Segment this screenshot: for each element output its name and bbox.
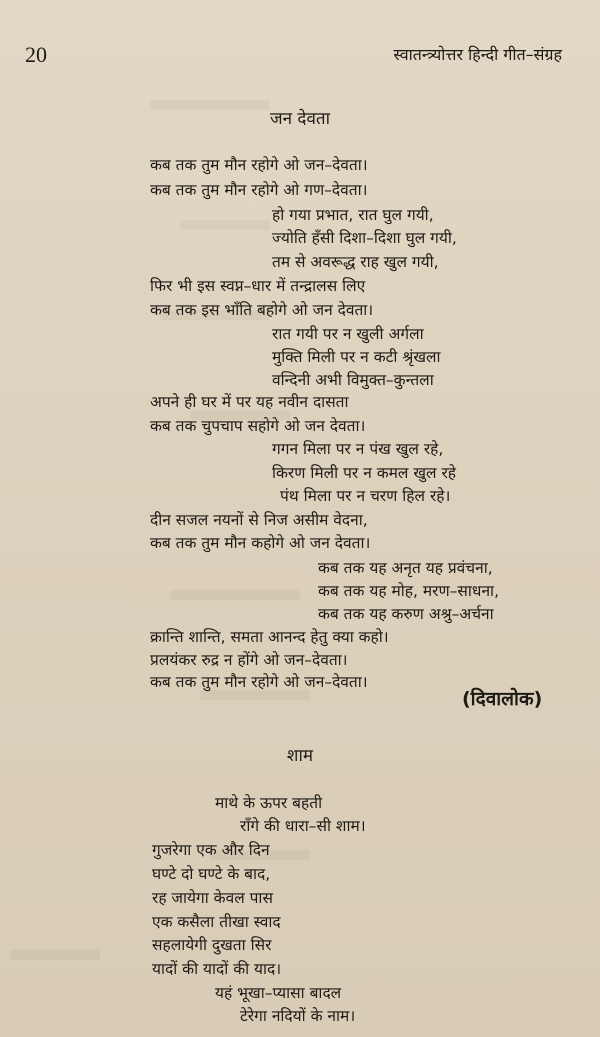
poem-line: यादों की यादों की याद। (152, 960, 282, 978)
poem-line: ज्योति हँसी दिशा–दिशा घुल गयी, (272, 229, 457, 247)
poem-line: किरण मिली पर न कमल खुल रहे (272, 464, 457, 482)
poem-line: गगन मिला पर न पंख खुल रहे, (272, 440, 444, 458)
poem-line: घण्टे दो घण्टे के बाद, (152, 865, 271, 883)
poem-line: दीन सजल नयनों से निज असीम वेदना, (150, 511, 368, 529)
poem-line: तम से अवरूद्ध राह खुल गयी, (272, 253, 439, 271)
poem-line: अपने ही घर में पर यह नवीन दासता (150, 393, 349, 411)
poem-line: फिर भी इस स्वप्न–धार में तन्द्रालस लिए (150, 277, 366, 295)
poem-title: जन देवता (269, 109, 331, 129)
poem-line: हो गया प्रभात, रात घुल गयी, (272, 206, 434, 224)
poem-line: वन्दिनी अभी विमुक्त–कुन्तला (272, 371, 434, 389)
poem-line: मुक्ति मिली पर न कटी श्रृंखला (272, 348, 441, 366)
poem-line: टेरेगा नदियों के नाम। (240, 1007, 356, 1025)
poem-line: एक कसैला तीखा स्वाद (152, 913, 281, 931)
poem-line: कब तक यह मोह, मरण–साधना, (318, 582, 499, 600)
running-title: स्वातन्त्र्योत्तर हिन्दी गीत–संग्रह (393, 45, 562, 64)
poem-line: कब तक तुम मौन रहोगे ओ गण–देवता। (150, 181, 368, 199)
poem-line: कब तक चुपचाप सहोगे ओ जन देवता। (150, 417, 366, 435)
poem-line: यहं भूखा–प्यासा बादल (215, 984, 342, 1002)
poem-line: कब तक यह करुण अश्रु–अर्चना (318, 605, 494, 623)
poem-line: कब तक इस भाँति बहोगे ओ जन देवता। (150, 301, 374, 319)
poem-line: कब तक तुम मौन रहोगे ओ जन–देवता। (150, 156, 368, 174)
poem-line: रात गयी पर न खुली अर्गला (272, 325, 424, 343)
poem-line: क्रान्ति शान्ति, समता आनन्द हेतु क्या कहो। (150, 628, 389, 646)
poem-line: कब तक तुम मौन रहोगे ओ जन–देवता। (150, 673, 368, 691)
poem-line: राँगे की धारा–सी शाम। (240, 817, 366, 835)
page-number: 20 (25, 42, 47, 67)
poem-line: कब तक यह अनृत यह प्रवंचना, (318, 559, 493, 577)
poem-line: रह जायेगा केवल पास (152, 889, 273, 907)
poem-source: (दिवालोक) (462, 688, 543, 710)
poem-line: कब तक तुम मौन कहोगे ओ जन देवता। (150, 534, 371, 552)
poem-line: गुजरेगा एक और दिन (152, 841, 270, 859)
poem-line: पंथ मिला पर न चरण हिल रहे। (280, 487, 451, 505)
poem-title: शाम (286, 746, 314, 766)
poem-line: प्रलयंकर रुद्र न होंगे ओ जन–देवता। (150, 651, 348, 669)
poem-line: माथे के ऊपर बहती (215, 794, 323, 812)
poem-line: सहलायेगी दुखता सिर (152, 936, 272, 954)
